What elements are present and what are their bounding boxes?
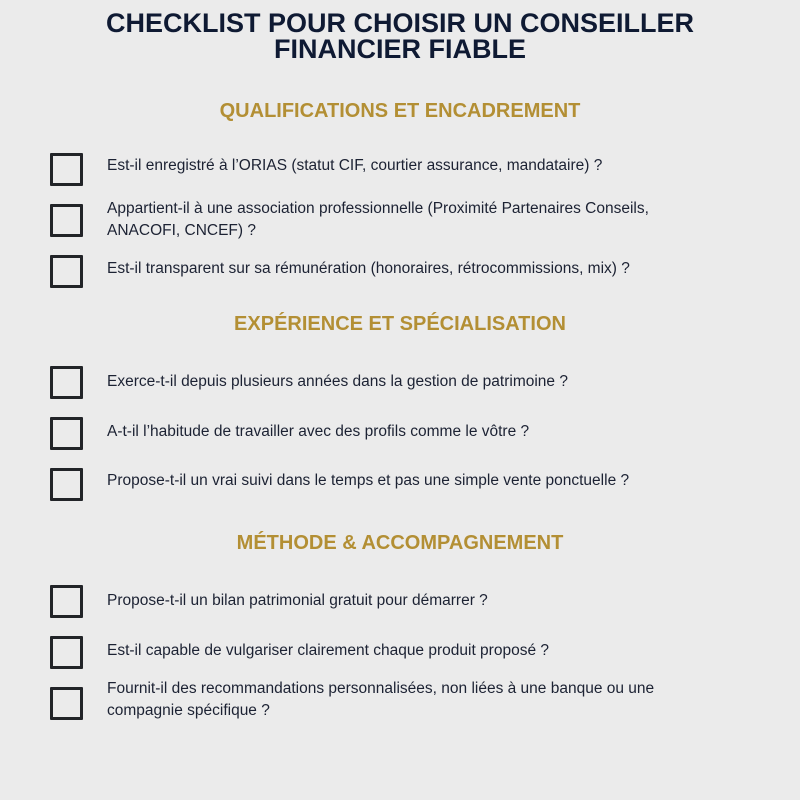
- checkbox-icon[interactable]: [50, 585, 83, 618]
- checkbox-icon[interactable]: [50, 468, 83, 501]
- page-title: [0, 10, 800, 62]
- checklist-item-text: Est-il capable de vulgariser clairement chaque produit proposé ?: [107, 642, 549, 659]
- checkbox-icon[interactable]: [50, 417, 83, 450]
- checkbox-icon[interactable]: [50, 255, 83, 288]
- checkbox-icon[interactable]: [50, 636, 83, 669]
- section-heading-qualifications: QUALIFICATIONS ET ENCADREMENT: [219, 100, 581, 122]
- checklist-item-text: Propose-t-il un vrai suivi dans le temps et pas une simple vente ponctuelle ?: [107, 472, 630, 489]
- checkbox-icon[interactable]: [50, 687, 83, 720]
- checkbox-icon[interactable]: [50, 204, 83, 237]
- section-heading-experience: EXPÉRIENCE ET SPÉCIALISATION: [234, 313, 566, 335]
- checklist-item-text: Propose-t-il un bilan patrimonial gratuit pour démarrer ?: [107, 592, 488, 609]
- checklist-item-text: Est-il enregistré à l’ORIAS (statut CIF, courtier assurance, mandataire) ?: [107, 157, 603, 174]
- page-title-line-2: FINANCIER FIABLE: [274, 34, 526, 64]
- checklist-item-text: Exerce-t-il depuis plusieurs années dans la gestion de patrimoine ?: [107, 373, 568, 390]
- checkbox-icon[interactable]: [50, 366, 83, 399]
- checklist-item-text: Fournit-il des recommandations personnalisées, non liées à une banque ou une compagnie spécifique ?: [107, 680, 655, 719]
- section-heading-methode: MÉTHODE & ACCOMPAGNEMENT: [236, 532, 564, 554]
- checklist-item-text: A-t-il l’habitude de travailler avec des profils comme le vôtre ?: [107, 423, 530, 440]
- checkbox-icon[interactable]: [50, 153, 83, 186]
- page-title-line-1: CHECKLIST POUR CHOISIR UN CONSEILLER: [105, 8, 695, 38]
- checklist-item-text: Est-il transparent sur sa rémunération (honoraires, rétrocommissions, mix) ?: [107, 260, 630, 277]
- checklist-item-text: Appartient-il à une association professionnelle (Proximité Partenaires Conseils, ANACOFI, CNCEF) ?: [107, 200, 649, 239]
